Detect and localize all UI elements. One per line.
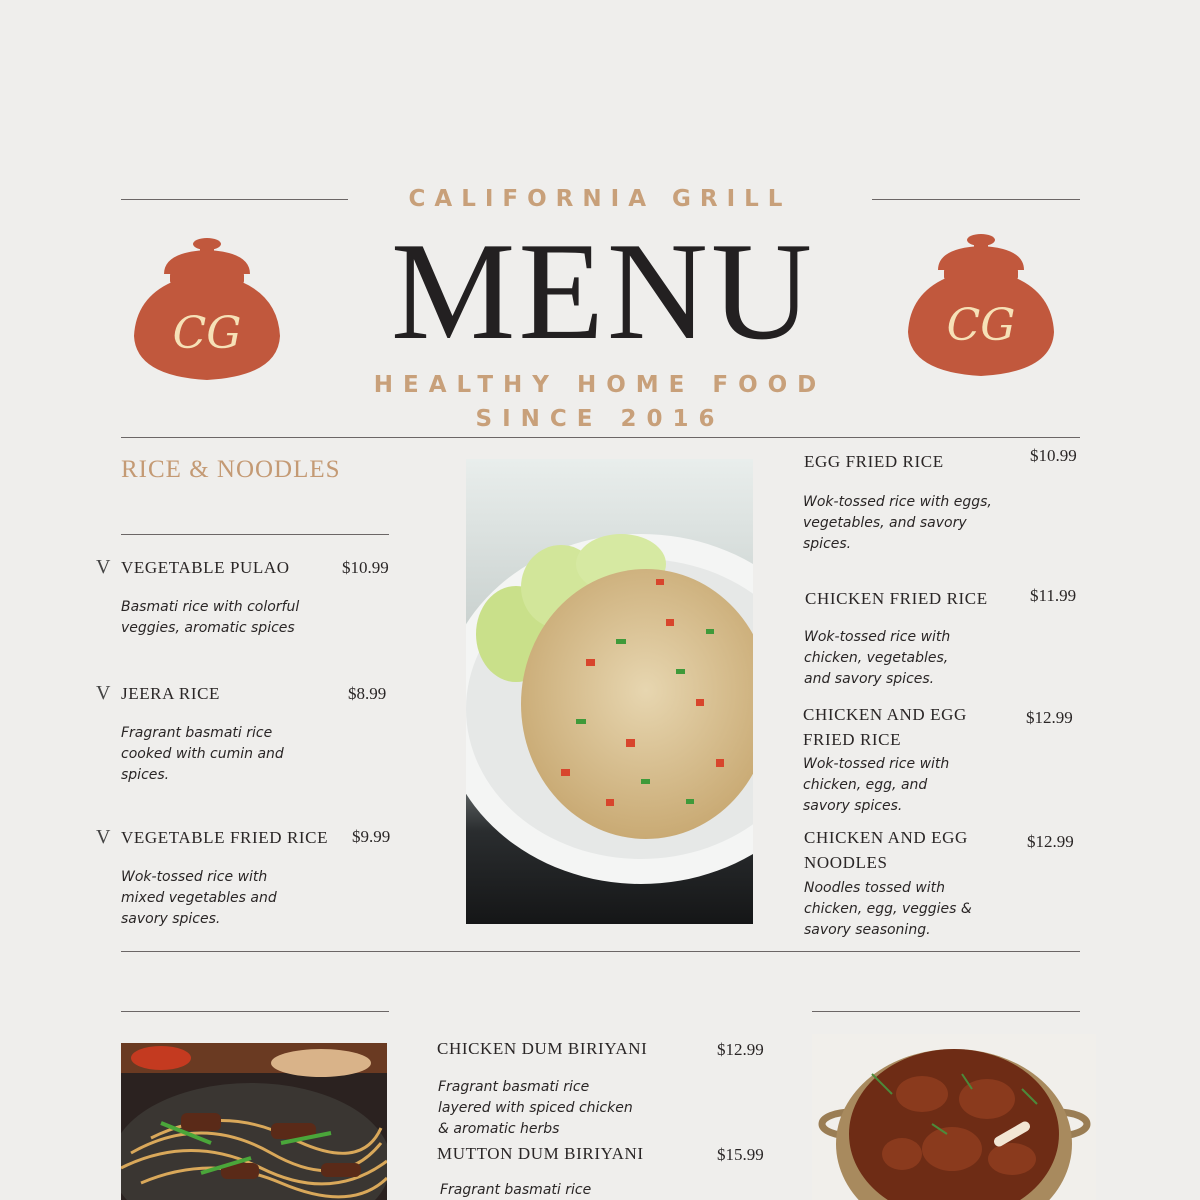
bottom-rule-right: [812, 1011, 1080, 1012]
item-name-chicken-fried-rice: CHICKEN FRIED RICE: [805, 589, 988, 608]
item-price: $12.99: [1027, 832, 1074, 851]
item-desc: Wok-tossed rice with chicken, vegetables, and savory spices.: [804, 629, 951, 687]
brand-name: CALIFORNIA GRILL: [408, 186, 792, 212]
item-name-chicken-and-egg-fried-rice: CHICKEN AND EGG FRIED RICE: [803, 705, 967, 749]
item-name-mutton-dum-biriyani: MUTTON DUM BIRIYANI: [437, 1144, 644, 1163]
item-desc: Fragrant basmati rice cooked with cumin and spices.: [121, 725, 284, 783]
tagline-2: SINCE 2016: [475, 406, 725, 432]
logo-pot-left: [130, 236, 285, 384]
curry-pot-photo: [812, 1034, 1096, 1200]
item-price: $12.99: [1026, 708, 1073, 727]
item-name-chicken-and-egg-noodles: CHICKEN AND EGG NOODLES: [804, 828, 968, 872]
item-name-jeera-rice: JEERA RICE: [121, 684, 221, 703]
fried-rice-plate-photo: [466, 459, 753, 924]
section-title: RICE & NOODLES: [121, 456, 341, 483]
item-name-vegetable-pulao: VEGETABLE PULAO: [121, 558, 290, 577]
item-desc: Noodles tossed with chicken, egg, veggies & savory seasoning.: [804, 880, 972, 938]
bottom-rule-left: [121, 1011, 389, 1012]
item-desc: Wok-tossed rice with mixed vegetables and savory spices.: [121, 869, 277, 927]
tagline-1: HEALTHY HOME FOOD: [373, 372, 827, 398]
header-divider: [121, 437, 1080, 438]
veg-icon: V: [96, 826, 111, 848]
item-price: $8.99: [348, 684, 387, 703]
item-name-vegetable-fried-rice: VEGETABLE FRIED RICE: [121, 828, 329, 847]
noodles-photo: [121, 1043, 387, 1200]
item-desc: Basmati rice with colorful veggies, aromatic spices: [121, 599, 300, 636]
veg-icon: V: [96, 682, 111, 704]
item-price: $10.99: [1030, 446, 1077, 465]
section-rule: [121, 534, 389, 535]
item-desc: Fragrant basmati rice layered with spiced chicken & aromatic herbs: [438, 1079, 633, 1137]
item-desc: Wok-tossed rice with eggs, vegetables, and savory spices.: [803, 494, 992, 552]
section-bottom-rule: [121, 951, 1080, 952]
page-title: MENU: [390, 214, 816, 369]
svg-text:CG: CG: [172, 308, 242, 359]
item-name-chicken-dum-biriyani: CHICKEN DUM BIRIYANI: [437, 1039, 648, 1058]
veg-icon: V: [96, 556, 111, 578]
svg-text:CG: CG: [946, 300, 1016, 351]
item-name-egg-fried-rice: EGG FRIED RICE: [804, 452, 944, 471]
item-price: $10.99: [342, 558, 389, 577]
item-price: $12.99: [717, 1040, 764, 1059]
item-price: $15.99: [717, 1145, 764, 1164]
item-price: $9.99: [352, 827, 391, 846]
logo-pot-right: [904, 232, 1059, 380]
item-desc: Fragrant basmati rice: [440, 1182, 592, 1198]
header-rule-right: [872, 199, 1080, 200]
item-desc: Wok-tossed rice with chicken, egg, and savory spices.: [803, 756, 950, 814]
item-price: $11.99: [1030, 586, 1077, 605]
